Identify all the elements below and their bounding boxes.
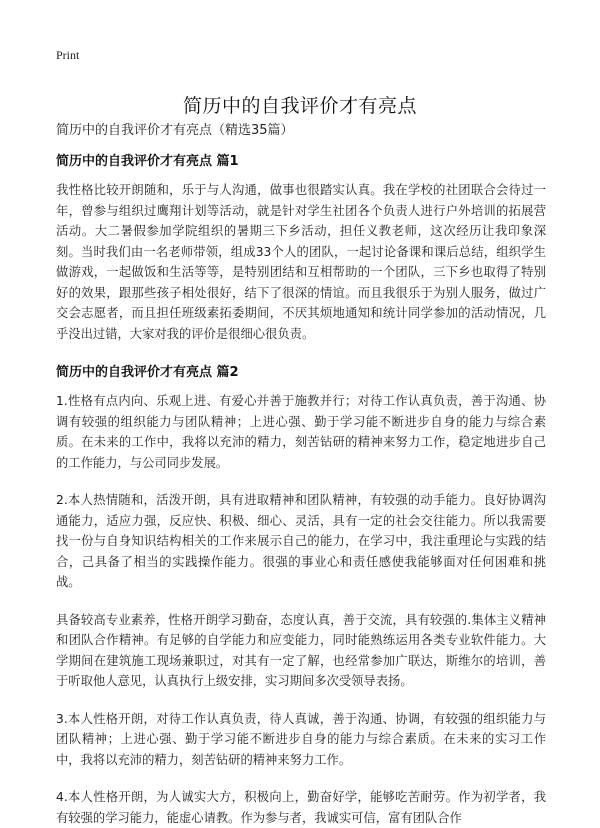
section-heading: 简历中的自我评价才有亮点 篇1	[56, 154, 239, 169]
page-title: 简历中的自我评价才有亮点	[182, 94, 417, 117]
print-link[interactable]: Print	[56, 48, 80, 62]
paragraph: 我性格比较开朗随和，乐于与人沟通，做事也很踏实认真。我在学校的社团联合会待过一年，曾参与组织过鹰翔计划等活动，就是针对学生社团各个负责人进行户外培训的拓展营活动。大二暑假参加学院组织的暑期三下乡活动，担任义教老师，这次经历让我印象深刻。当时我们由一名老师带领，组成33个人的团队，一起讨论备课和课后总结，组织学生做游戏，一起做饭和生活等等，是特别团结和互相帮助的一个团队，三下乡也取得了特别好的效果，跟那些孩子相处很好，结下了很深的情谊。而且我很乐于为别人服务，做过广交会志愿者，而且担任班级素拓委期间，不厌其烦地通知和统计同学参加的活动情况，几乎没出过错，大家对我的评价是很细心很负责。	[56, 183, 546, 341]
section-2	[56, 361, 546, 828]
section-heading: 简历中的自我评价才有亮点 篇2	[56, 365, 239, 380]
document-body	[56, 150, 546, 828]
paragraph: 4.本人性格开朗，为人诚实大方，积极向上，勤奋好学，能够吃苦耐劳。作为初学者，我有较强的学习能力，能虚心请教。作为参与者，我诚实可信，富有团队合作	[56, 790, 546, 825]
paragraph: 3.本人性格开朗，对待工作认真负责，待人真诚，善于沟通、协调，有较强的组织能力与团队精神；上进心强、勤于学习能不断进步自身的能力与综合素质。在未来的实习工作中，我将以充沛的精力，刻苦钻研的精神来努力工作。	[56, 711, 546, 767]
document-subtitle: 简历中的自我评价才有亮点（精选35篇）	[56, 123, 294, 138]
section-1	[56, 150, 546, 344]
paragraph: 具备较高专业素养，性格开朗学习勤奋，态度认真，善于交流，具有较强的.集体主义精神和团队合作精神。有足够的自学能力和应变能力，同时能熟练运用各类专业软件能力。大学期间在建筑施工现场兼职过，对其有一定了解，也经常参加广联达，斯维尔的培训，善于听取他人意见，认真执行上级安排，实习期间多次受领导表扬。	[56, 612, 546, 688]
paragraph: 2.本人热情随和，活泼开朗，具有进取精神和团队精神，有较强的动手能力。良好协调沟通能力，适应力强，反应快、积极、细心、灵活，具有一定的社会交往能力。所以我需要找一份与自身知识结构相关的工作来展示自己的能力，在学习中，我注重理论与实践的结合，己具备了相当的实践操作能力。很强的事业心和责任感使我能够面对任何困难和挑战。	[56, 493, 546, 589]
paragraph: 1.性格有点内向、乐观上进、有爱心并善于施教并行；对待工作认真负责，善于沟通、协调有较强的组织能力与团队精神；上进心强、勤于学习能不断进步自身的能力与综合素质。在未来的工作中，我将以充沛的精力，刻苦钻研的精神来努力工作，稳定地进步自己的工作能力，与公司同步发展。	[56, 394, 546, 470]
